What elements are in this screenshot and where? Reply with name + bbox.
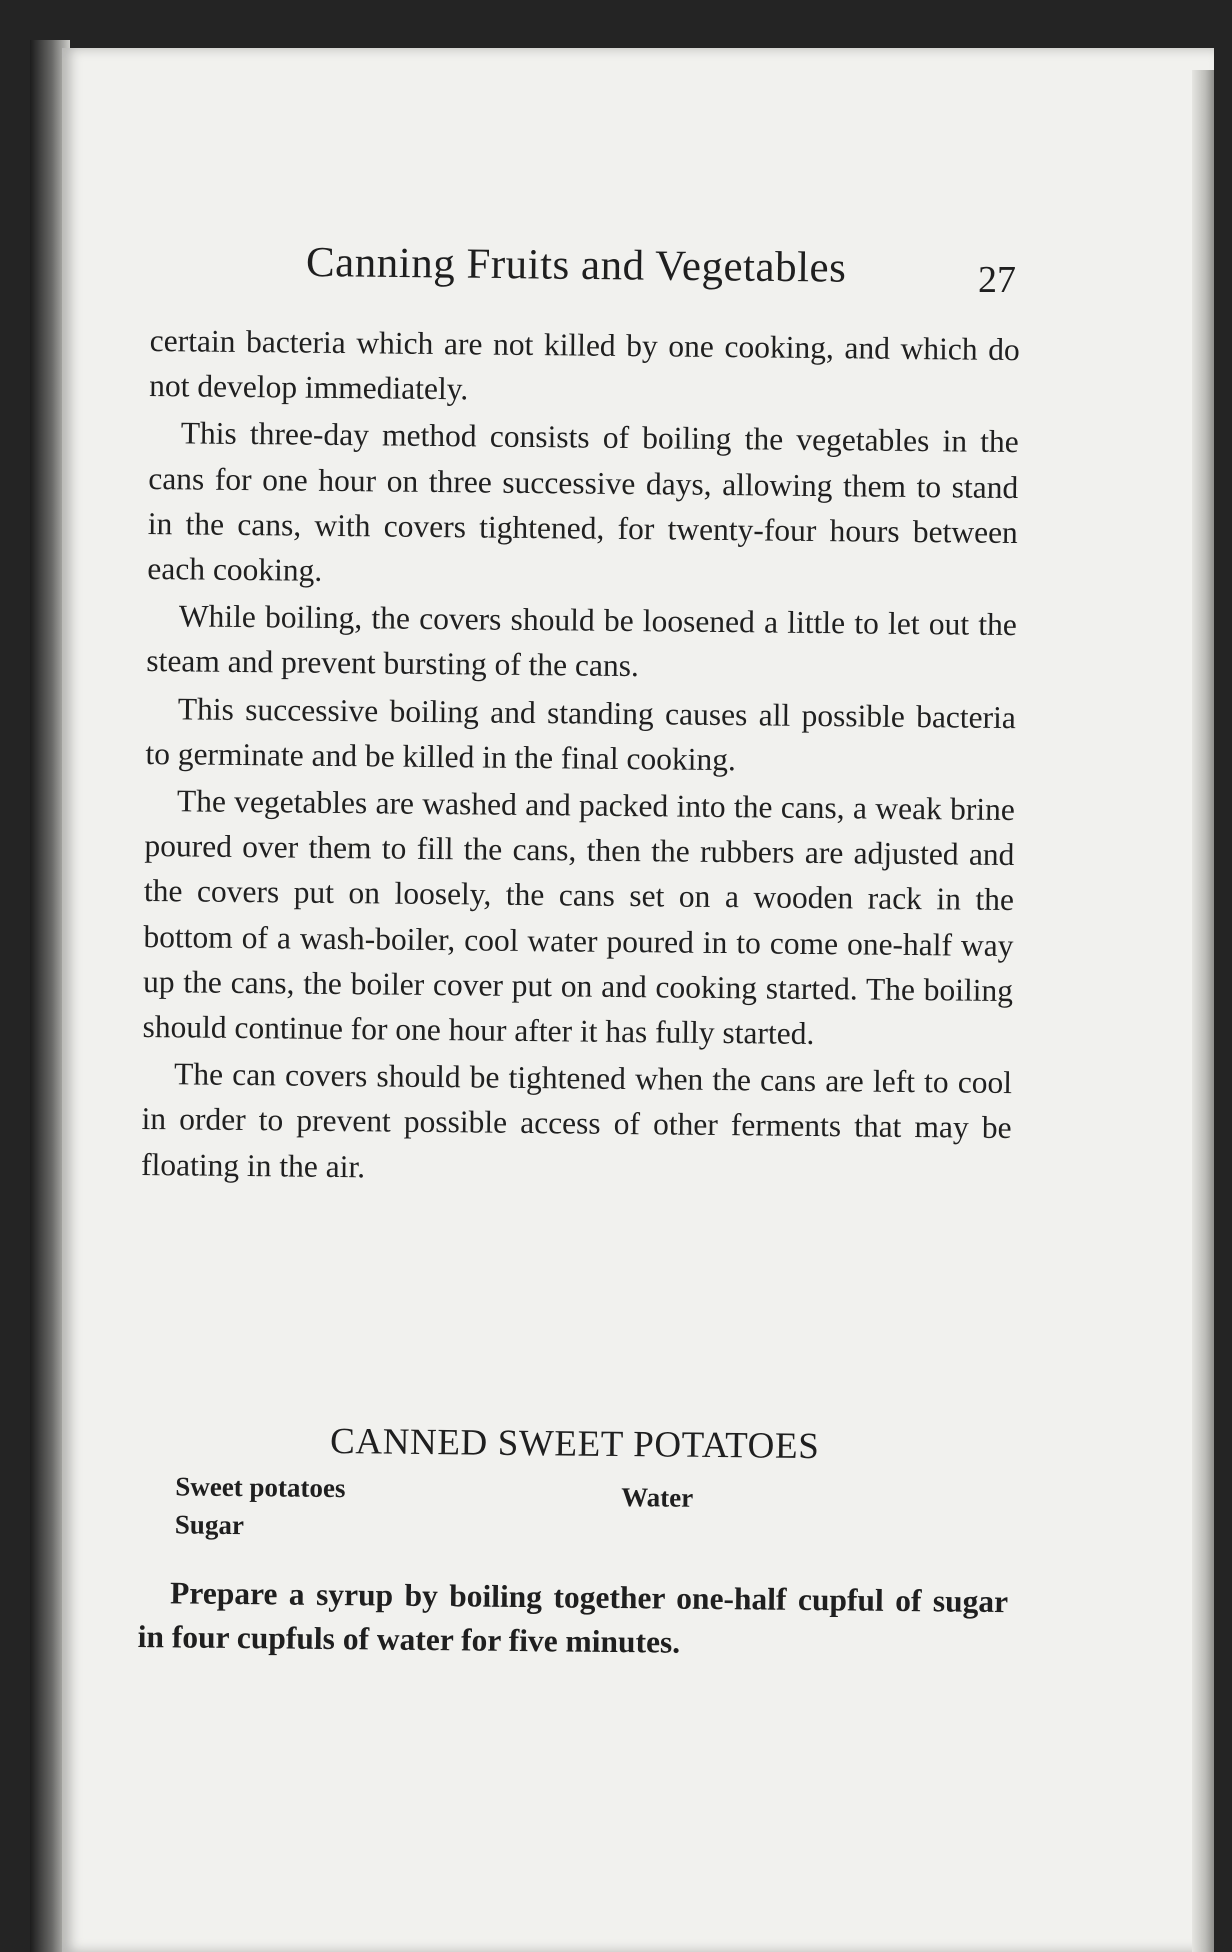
ingredient-list — [139, 1471, 1010, 1566]
body-text — [141, 318, 1020, 1196]
instruction-paragraph: Prepare a syrup by boiling together one-half cupful of sugar in four cupfuls of water for five minutes. — [137, 1575, 1009, 1660]
running-head-title: Canning Fruits and Vegetables — [305, 239, 847, 292]
paragraph: certain bacteria which are not killed by one cooking, and which do not develop immediately. — [149, 322, 1020, 407]
running-head — [0, 238, 1232, 301]
ingredient-item: Sugar — [174, 1509, 245, 1541]
paragraph: The can covers should be tightened when the cans are left to cool in order to prevent possible access of other ferments that may be floating in the air. — [140, 1056, 1013, 1184]
recipe-title: CANNED SWEET POTATOES — [329, 1420, 820, 1468]
recipe-section — [137, 1418, 1009, 1668]
paragraph: While boiling, the covers should be loosened a little to let out the steam and prevent bursting of the cans. — [146, 598, 1018, 684]
page-number: 27 — [978, 259, 1016, 301]
paragraph: This successive boiling and standing causes all possible bacteria to germinate and be killed in the final cooking. — [145, 690, 1017, 777]
recipe-instructions — [137, 1571, 1008, 1668]
paragraph: This three-day method consists of boiling the vegetables in the cans for one hour on three successive days, allowing them to stand in the cans, with covers tightened, for twenty-four hours between each cooking. — [147, 415, 1019, 588]
paragraph: The vegetables are washed and packed into the cans, a weak brine poured over them to fill the cans, then the rubbers are adjusted and the covers put on loosely, the cans set on a wooden rack in the bottom of a wash-boiler, cool water poured in to come one-half way up the cans, the boiler cover put on and cooking started. The boiling should continue for one hour after it has fully started. — [142, 783, 1016, 1052]
ingredient-item: Sweet potatoes — [175, 1471, 346, 1504]
page-edge — [1192, 70, 1214, 1952]
ingredient-item: Water — [621, 1482, 694, 1513]
